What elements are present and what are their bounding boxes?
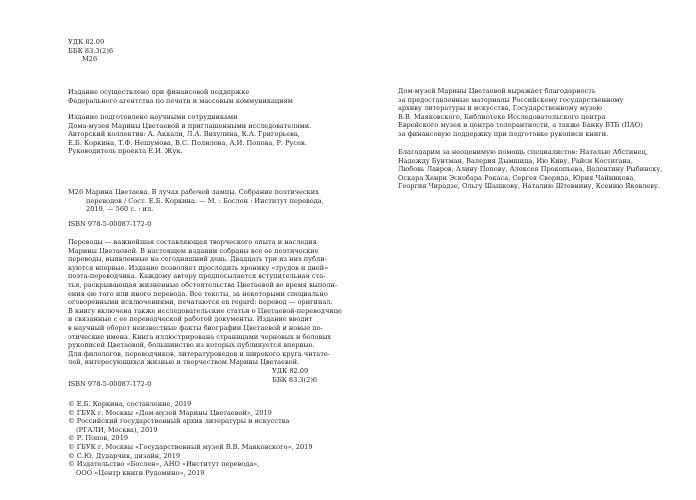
prepared-line: Дома-музея Марины Цветаевой и приглашенными исследователями. bbox=[68, 121, 312, 130]
help-line: Благодарим за неоценимую помощь специалистов: Наталью Абстинец, bbox=[398, 148, 648, 156]
copyright-line: ООО «Центр книги Рудомино», 2019 bbox=[76, 468, 205, 477]
annotation-line: Для филологов, переводчиков, литературоведов и широкого круга читате- bbox=[68, 349, 331, 358]
funding-note bbox=[68, 88, 293, 105]
annotation-line: В книгу включена также исследовательские статьи о Цветаевой-переводчице bbox=[68, 306, 342, 315]
prepared-line: Е.Б. Коркина, Т.Ф. Нешумова, В.С. Полилова, А.И. Попова, Р. Русев. bbox=[68, 138, 307, 147]
copyright-line: © Р. Попов, 2019 bbox=[68, 434, 129, 443]
copyright-line: © ГБУК г. Москвы «Дом-музей Марины Цветаевой», 2019 bbox=[68, 408, 272, 417]
isbn-bottom bbox=[68, 380, 151, 389]
thanks-line: Еврейского музея и центра толерантности, а также Банку ВТБ (ПАО) bbox=[398, 121, 643, 130]
help-line: Надежду Бунтман, Валерия Дымшица, Ию Киву, Райси Костигана, bbox=[398, 156, 633, 165]
annotation-line: Марины Цветаевой. В настоящем издании собраны все ее поэтические bbox=[68, 246, 319, 255]
annotation-line: куются впервые. Издание позволяет проследить хронику «трудов и дней» bbox=[68, 263, 329, 272]
copyright-line: © Издательство «Бослен», АНО «Институт перевода», bbox=[68, 460, 260, 469]
acknowledgement-institutions bbox=[398, 87, 643, 139]
thanks-line: архиву литературы и искусства, Государственному музею bbox=[398, 104, 602, 113]
annotation-line: оговоренными исключениями, печатаются en regard: перевод — оригинал. bbox=[68, 298, 333, 307]
copyright-line: © Российский государственный архив литературы и искусства bbox=[68, 417, 290, 426]
isbn-top bbox=[68, 220, 151, 229]
copyright-block bbox=[68, 400, 313, 477]
classification-bottom bbox=[272, 367, 317, 384]
bibliographic-record bbox=[68, 188, 324, 214]
annotation-line: Переводы — важнейшая составляющая творческого опыта и наследия bbox=[68, 238, 317, 246]
classification-top bbox=[68, 38, 113, 64]
udk-code: УДК 82.09 bbox=[68, 38, 105, 46]
biblio-line: 2019. — 560 с. : ил. bbox=[86, 205, 154, 214]
thanks-line: за финансовую поддержку при подготовке рукописи книги. bbox=[398, 129, 609, 138]
copyright-line: © ГБУК г. Москвы «Государственный музей В.В. Маяковского», 2019 bbox=[68, 442, 313, 451]
annotation-line: и связанные с ее переводческой работой документы. Издание вводит bbox=[68, 315, 313, 324]
annotation-line: поэта-переводчика. Каждому автору предпосылается вступительная ста- bbox=[68, 272, 326, 281]
prepared-by bbox=[68, 113, 311, 156]
author-mark: М26 bbox=[82, 55, 98, 64]
acknowledgement-specialists bbox=[398, 148, 662, 191]
copyright-line: (РГАЛИ, Москва), 2019 bbox=[76, 425, 158, 434]
thanks-line: Дом-музей Марины Цветаевой выражает благодарность bbox=[398, 87, 596, 95]
help-line: Любовь Лавров, Алину Попову, Алексея Прокопьева, Валентину Рыбинску, bbox=[398, 165, 663, 174]
isbn-text: ISBN 978-5-00087-172-0 bbox=[68, 220, 152, 228]
bbk-code: ББК 83.3(2)6 bbox=[68, 46, 114, 55]
prepared-line: Издание подготовлено научными сотрудниками bbox=[68, 113, 238, 121]
annotation-line: лей, интересующихся жизнью и творчеством Марины Цветаевой. bbox=[68, 358, 300, 367]
annotation bbox=[68, 238, 342, 367]
prepared-line: Руководитель проекта Е.И. Жук. bbox=[68, 147, 183, 156]
bbk-code-bottom: ББК 83.3(2)6 bbox=[272, 375, 318, 384]
copyright-line: © С.Ю. Дударчик, дизайн, 2019 bbox=[68, 451, 181, 460]
funding-line: Федерального агентства по печати и массовым коммуникациям bbox=[68, 96, 293, 105]
biblio-line: М26 Марина Цветаева. В лучах рабочей лампы. Собрание поэтических bbox=[68, 188, 319, 196]
annotation-line: в научный оборот неизвестные факты биографии Цветаевой и новые по- bbox=[68, 323, 323, 332]
annotation-line: тья, раскрывающая жизненные обстоятельства Цветаевой во время выполн- bbox=[68, 280, 338, 289]
annotation-line: переводы, выявленные на сегодняшний день. Двадцать три из них публи- bbox=[68, 255, 327, 264]
annotation-line: рукописей Цветаевой, большинство из которых публикуется впервые. bbox=[68, 341, 315, 350]
biblio-line: переводов / Сост. Е.Б. Коркина. — М. : Бослен : Институт перевода, bbox=[86, 196, 324, 205]
funding-line: Издание осуществлено при финансовой поддержке bbox=[68, 88, 250, 96]
help-line: Георгия Чирадзе, Ольгу Шашкову, Наталию Штевнину, Ксению Яковлеву. bbox=[398, 182, 660, 191]
help-line: Оскара Хенри Эскобара Рокаса, Сергея Сворида, Юрия Чайникова, bbox=[398, 173, 636, 182]
thanks-line: за предоставленные материалы Российскому государственному bbox=[398, 95, 624, 104]
isbn-text-bottom: ISBN 978-5-00087-172-0 bbox=[68, 380, 152, 388]
prepared-line: Авторский коллектив: А. Аккали, Л.А. Вихулина, К.А. Григорьева, bbox=[68, 130, 300, 139]
thanks-line: В.В. Маяковского, Библиотеке Исследовательского центра bbox=[398, 112, 606, 121]
udk-code-bottom: УДК 82.09 bbox=[272, 367, 309, 375]
annotation-line: этические имена. Книга иллюстрирована страницами черновых и беловых bbox=[68, 332, 332, 341]
copyright-line: © Е.Б. Коркина, составление, 2019 bbox=[68, 400, 192, 408]
annotation-line: ения ею того или иного перевода. Все тексты, за некоторыми специально bbox=[68, 289, 328, 298]
